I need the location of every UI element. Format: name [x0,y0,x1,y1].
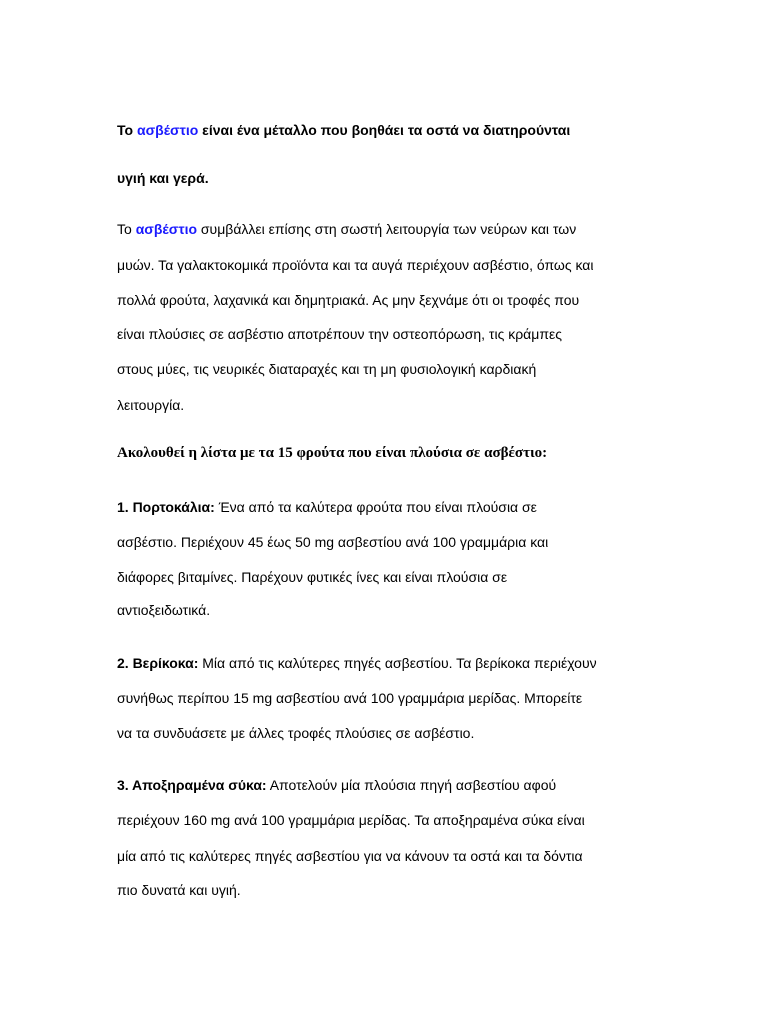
item-3-line-3: μία από τις καλύτερες πηγές ασβεστίου για να κάνουν τα οστά και τα δόντια [117,848,583,864]
intro-paragraph-1-line-2: υγιή και γερά. [117,170,209,186]
text: Το [117,221,136,237]
text: Αποτελούν μία πλούσια πηγή ασβεστίου αφού [266,777,557,793]
text: συμβάλλει επίσης στη σωστή λειτουργία των νεύρων και των [197,221,577,237]
intro-paragraph-2-line-5: στους μύες, τις νευρικές διαταραχές και τη μη φυσιολογική καρδιακή [117,361,537,377]
item-1-line-4: αντιοξειδωτικά. [117,602,211,618]
calcium-link[interactable]: ασβέστιο [136,122,199,138]
item-label: 3. Αποξηραμένα σύκα: [117,777,267,793]
intro-paragraph-1-line-1 [117,121,570,139]
intro-paragraph-2-line-1 [117,220,576,238]
item-3-line-2: περιέχουν 160 mg ανά 100 γραμμάρια μερίδας. Τα αποξηραμένα σύκα είναι [117,812,585,828]
item-label: 2. Βερίκοκα: [117,655,199,671]
intro-paragraph-2-line-4: είναι πλούσιες σε ασβέστιο αποτρέπουν την οστεοπόρωση, τις κράμπες [117,326,562,342]
item-2-line-1 [117,654,597,672]
item-2-line-3: να τα συνδυάσετε με άλλες τροφές πλούσιες σε ασβέστιο. [117,725,475,741]
text: Το [117,122,137,138]
text: Μία από τις καλύτερες πηγές ασβεστίου. Τα βερίκοκα περιέχουν [198,655,597,671]
item-1-line-3: διάφορες βιταμίνες. Παρέχουν φυτικές ίνες και είναι πλούσια σε [117,569,508,585]
calcium-link[interactable]: ασβέστιο [135,221,198,237]
intro-paragraph-2-line-2: μυών. Τα γαλακτοκομικά προϊόντα και τα αυγά περιέχουν ασβέστιο, όπως και [117,257,594,273]
text: είναι ένα μέταλλο που βοηθάει τα οστά να διατηρούνται [198,122,571,138]
item-1-line-1 [117,498,537,516]
intro-paragraph-2-line-6: λειτουργία. [117,397,185,413]
item-3-line-1 [117,776,556,794]
item-2-line-2: συνήθως περίπου 15 mg ασβεστίου ανά 100 γραμμάρια μερίδας. Μπορείτε [117,690,583,706]
item-1-line-2: ασβέστιο. Περιέχουν 45 έως 50 mg ασβεστίου ανά 100 γραμμάρια και [117,534,549,550]
list-heading: Ακολουθεί η λίστα με τα 15 φρούτα που είναι πλούσια σε ασβέστιο: [117,445,548,461]
item-3-line-4: πιο δυνατά και υγιή. [117,882,241,898]
item-label: 1. Πορτοκάλια: [117,499,215,515]
intro-paragraph-2-line-3: πολλά φρούτα, λαχανικά και δημητριακά. Ας μην ξεχνάμε ότι οι τροφές που [117,292,580,308]
text: Ένα από τα καλύτερα φρούτα που είναι πλούσια σε [214,499,537,515]
